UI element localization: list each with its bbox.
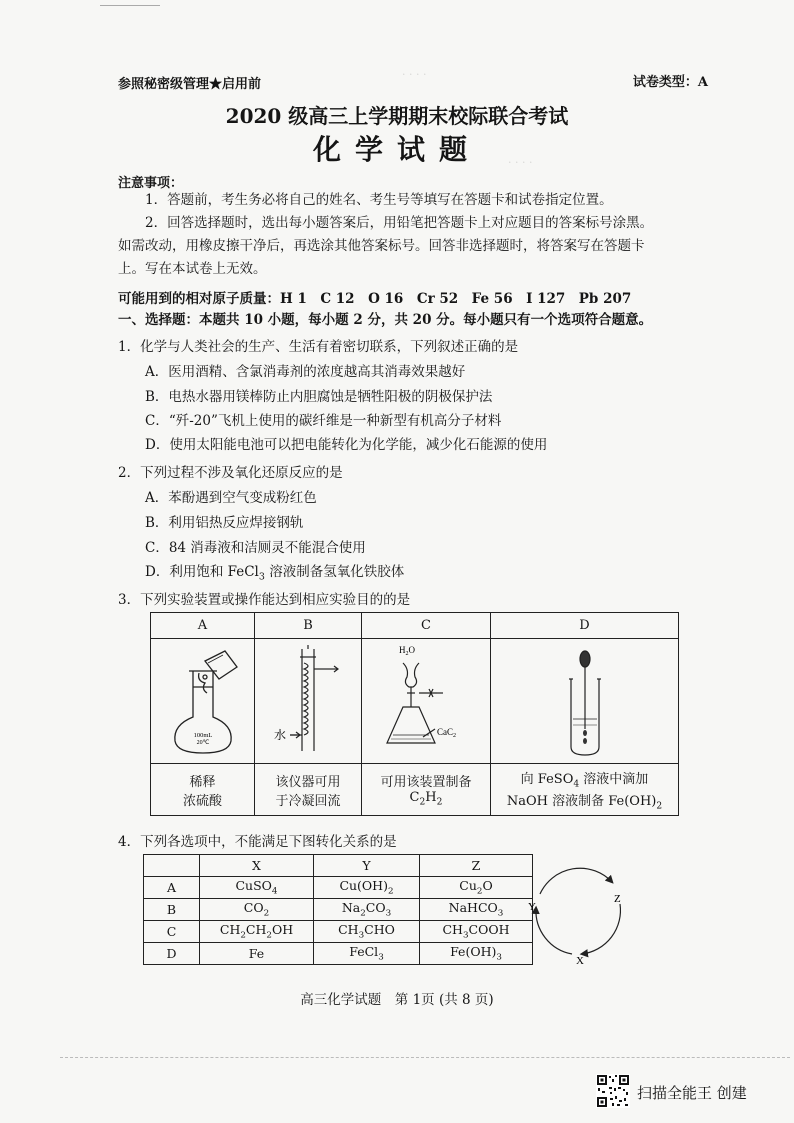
table-row — [144, 943, 533, 965]
row-label-a: A — [144, 877, 200, 899]
notice-item-2-line-3: 上。写在本试卷上无效。 — [118, 261, 267, 277]
notice-heading: 注意事项： — [118, 176, 184, 191]
conversion-cycle-diagram — [520, 862, 640, 966]
page-bottom-rule — [60, 1057, 790, 1058]
apparatus-header-c: C — [362, 613, 491, 639]
apparatus-header-d: D — [491, 613, 679, 639]
question-2-stem: 2．下列过程不涉及氧化还原反应的是 — [118, 465, 343, 481]
qr-code-icon — [596, 1074, 630, 1108]
bleed-through-mark: · · · · — [402, 68, 427, 81]
row-a-z: $Cu_2O$ — [420, 877, 533, 899]
table-row — [144, 877, 533, 899]
question-3-stem: 3．下列实验装置或操作能达到相应实验目的的是 — [118, 592, 411, 608]
bleed-through-mark: · · · · — [508, 156, 533, 169]
question-4-stem: 4．下列各选项中，不能满足下图转化关系的是 — [118, 834, 397, 850]
atomic-masses: 可能用到的相对原子质量：H 1 C 12 O 16 Cr 52 Fe 56 I 127 Pb 207 — [118, 291, 632, 307]
condenser-diagram — [256, 639, 360, 759]
question-1-option-c: C．“歼-20”飞机上使用的碳纤维是一种新型有机高分子材料 — [145, 413, 502, 429]
page-edge-mark — [100, 5, 160, 6]
subject-title: 化学试题 — [312, 133, 481, 166]
column-header-y: Y — [314, 855, 420, 877]
cycle-node-x: X — [576, 955, 584, 966]
calcium-carbide-label: CaC$_2$ — [437, 727, 457, 739]
question-1-option-d: D．使用太阳能电池可以把电能转化为化学能，减少化石能源的使用 — [145, 437, 548, 453]
apparatus-header-a: A — [151, 613, 255, 639]
dropper-test-tube-diagram — [493, 639, 677, 759]
row-b-z: NaHCO$_3$ — [420, 899, 533, 921]
row-b-x: $CO_2$ — [200, 899, 314, 921]
apparatus-cell-b — [255, 639, 362, 764]
row-d-z: $Fe(OH)_3$ — [420, 943, 533, 965]
question-1-stem: 1．化学与人类社会的生产、生活有着密切联系，下列叙述正确的是 — [118, 339, 519, 355]
apparatus-desc-d: 向 FeSO$_4$ 溶液中滴加 NaOH 溶液制备 $Fe(OH)_2$ — [491, 764, 679, 816]
water-h2o-label: $H_2O$ — [399, 645, 415, 657]
apparatus-desc-b: 该仪器可用 于冷凝回流 — [255, 764, 362, 816]
table-row — [144, 921, 533, 943]
gas-generator-diagram — [363, 639, 489, 759]
question-1-option-b: B．电热水器用镁棒防止内胆腐蚀是牺牲阳极的阴极保护法 — [145, 389, 493, 405]
table-corner — [144, 855, 200, 877]
apparatus-cell-a — [151, 639, 255, 764]
apparatus-desc-a: 稀释 浓硫酸 — [151, 764, 255, 816]
exam-title: 2020 级高三上学期期末校际联合考试 — [225, 104, 569, 128]
row-label-b: B — [144, 899, 200, 921]
row-a-y: $Cu(OH)_2$ — [314, 877, 420, 899]
table-row — [144, 899, 533, 921]
question-2-option-a: A．苯酚遇到空气变成粉红色 — [145, 490, 317, 506]
notice-item-2-line-2: 如需改动，用橡皮擦干净后，再选涂其他答案标号。回答非选择题时，将答案写在答题卡 — [118, 238, 645, 254]
apparatus-cell-c — [362, 639, 491, 764]
volumetric-flask-diagram — [153, 639, 253, 759]
flask-volume-label: 100mL — [193, 732, 212, 739]
row-label-d: D — [144, 943, 200, 965]
notice-item-2-line-1: 2．回答选择题时，选出每小题答案后，用铅笔把答题卡上对应题目的答案标号涂黑。 — [145, 215, 654, 231]
apparatus-header-b: B — [255, 613, 362, 639]
cycle-node-y: Y — [528, 901, 536, 913]
question-2-option-b: B．利用铝热反应焊接钢轨 — [145, 515, 304, 531]
question-3-apparatus-table — [150, 612, 679, 816]
row-c-x: $CH_2CH_2OH$ — [200, 921, 314, 943]
confidentiality-label: 参照秘密级管理★启用前 — [118, 77, 262, 92]
row-c-y: $CH_3CHO$ — [314, 921, 420, 943]
apparatus-desc-c: 可用该装置制备 $C_2H_2$ — [362, 764, 491, 816]
row-a-x: CuSO$_4$ — [200, 877, 314, 899]
row-label-c: C — [144, 921, 200, 943]
row-d-x: Fe — [200, 943, 314, 965]
question-4-conversion-table — [143, 854, 533, 965]
row-c-z: $CH_3COOH$ — [420, 921, 533, 943]
question-2-option-d: D．利用饱和 FeCl$_3$ 溶液制备氢氧化铁胶体 — [145, 564, 405, 583]
page-footer: 高三化学试题 第 1页 (共 8 页) — [300, 992, 494, 1008]
column-header-z: Z — [420, 855, 533, 877]
row-b-y: $Na_2CO_3$ — [314, 899, 420, 921]
flask-temperature-label: 20℃ — [196, 740, 209, 746]
water-inlet-label: 水 — [273, 728, 287, 742]
notice-item-1: 1．答题前，考生务必将自己的姓名、考生号等填写在答题卡和试卷指定位置。 — [145, 192, 613, 208]
cycle-node-z: Z — [614, 893, 621, 905]
scanner-watermark: 扫描全能王 创建 — [637, 1084, 747, 1102]
question-1-option-a: A．医用酒精、含氯消毒剂的浓度越高其消毒效果越好 — [145, 364, 466, 380]
column-header-x: X — [200, 855, 314, 877]
question-2-option-c: C．84 消毒液和洁厕灵不能混合使用 — [145, 540, 366, 556]
section-1-heading: 一、选择题：本题共 10 小题，每小题 2 分，共 20 分。每小题只有一个选项符合题意。 — [118, 312, 653, 328]
paper-type-label: 试卷类型：A — [632, 75, 708, 90]
row-d-y: FeCl$_3$ — [314, 943, 420, 965]
apparatus-cell-d — [491, 639, 679, 764]
